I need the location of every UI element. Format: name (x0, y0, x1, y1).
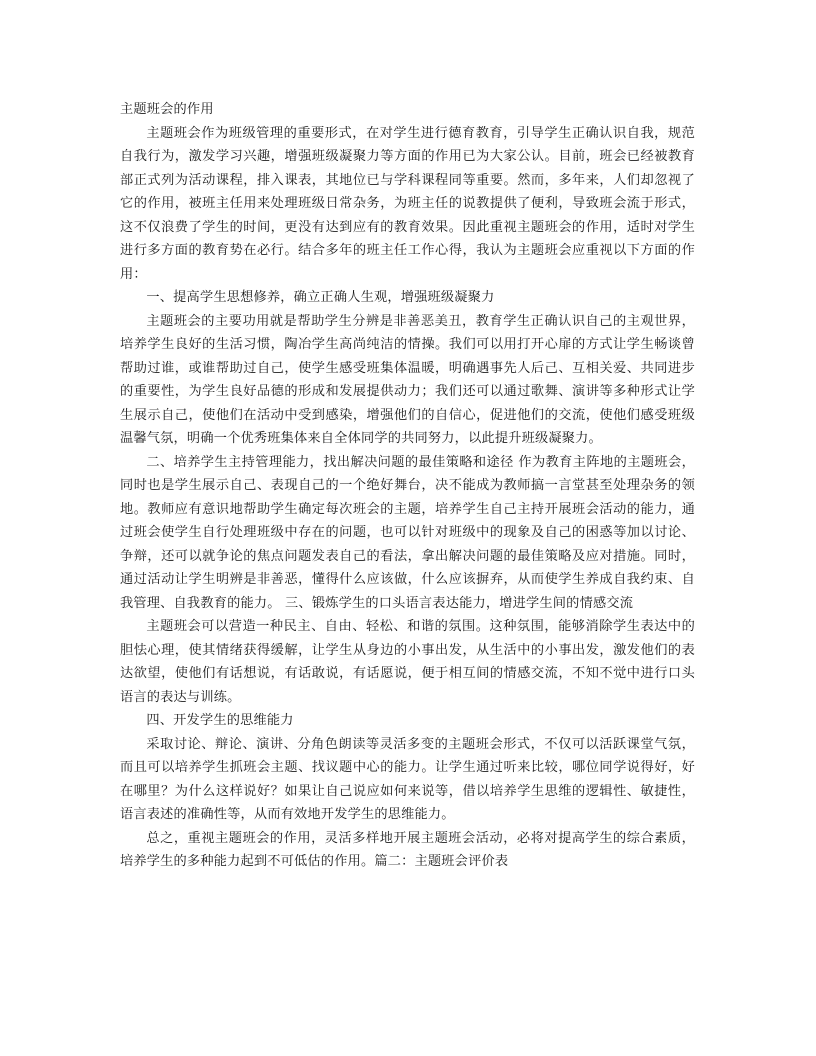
document-body (120, 98, 695, 874)
conclusion-paragraph: 总之，重视主题班会的作用，灵活多样地开展主题班会活动，必将对提高学生的综合素质，培养学生的多种能力起到不可低估的作用。篇二：主题班会评价表 (120, 830, 695, 869)
section-2-paragraph: 二、培养学生主持管理能力，找出解决问题的最佳策略和途径 作为教育主阵地的主题班会，同时也是学生展示自己、表现自己的一个绝好舞台，决不能成为教师搞一言堂甚至处理杂务的领地。教师应有意识地帮助学生确定每次班会的主题，培养学生自己主持开展班会活动的能力，通过班会使学生自行处理班级中存在的问题，也可以针对班级中的现象及自己的困惑等加以讨论、争辩，还可以就争论的焦点问题发表自己的看法，拿出解决问题的最佳策略及应对措施。同时，通过活动让学生明辨是非善恶，懂得什么应该做，什么应该摒弃，从而使学生养成自我约束、自我管理、自我教育的能力。 三、锻炼学生的口头语言表达能力，增进学生间的情感交流 (120, 454, 695, 611)
intro-paragraph: 主题班会作为班级管理的重要形式，在对学生进行德育教育，引导学生正确认识自我，规范自我行为，激发学习兴趣，增强班级凝聚力等方面的作用已为大家公认。目前，班会已经被教育部正式列为活动课程，排入课表，其地位已与学科课程同等重要。然而，多年来，人们却忽视了它的作用，被班主任用来处理班级日常杂务，为班主任的说教提供了便利，导致班会流于形式，这不仅浪费了学生的时间，更没有达到应有的教育效果。因此重视主题班会的作用，适时对学生进行多方面的教育势在必行。结合多年的班主任工作心得，我认为主题班会应重视以下方面的作用： (120, 125, 695, 282)
section-1-paragraph: 主题班会的主要功用就是帮助学生分辨是非善恶美丑，教育学生正确认识自己的主观世界，培养学生良好的生活习惯，陶冶学生高尚纯洁的情操。我们可以用打开心扉的方式让学生畅谈曾帮助过谁，或谁帮助过自己，使学生感受班集体温暖，明确遇事先人后己、互相关爱、共同进步的重要性，为学生良好品德的形成和发展提供动力；我们还可以通过歌舞、演讲等多种形式让学生展示自己，使他们在活动中受到感染，增强他们的自信心，促进他们的交流，使他们感受班级温馨气氛，明确一个优秀班集体来自全体同学的共同努力，以此提升班级凝聚力。 (120, 313, 695, 446)
section-heading-1: 一、提高学生思想修养，确立正确人生观，增强班级凝聚力 (146, 290, 495, 305)
section-3-paragraph: 主题班会可以营造一种民主、自由、轻松、和谐的氛围。这种氛围，能够消除学生表达中的胆怯心理，使其情绪获得缓解，让学生从身边的小事出发，从生活中的小事出发，激发他们的表达欲望，使他们有话想说，有话敢说，有话愿说，便于相互间的情感交流，不知不觉中进行口头语言的表达与训练。 (120, 619, 695, 705)
document-title: 主题班会的作用 (120, 102, 214, 117)
section-4-paragraph: 采取讨论、辩论、演讲、分角色朗读等灵活多变的主题班会形式，不仅可以活跃课堂气氛，而且可以培养学生抓班会主题、找议题中心的能力。让学生通过听来比较，哪位同学说得好，好在哪里？为什么这样说好？如果让自己说应如何来说等，借以培养学生思维的逻辑性、敏捷性，语言表述的准确性等，从而有效地开发学生的思维能力。 (120, 736, 695, 822)
section-heading-4: 四、开发学生的思维能力 (146, 713, 294, 728)
